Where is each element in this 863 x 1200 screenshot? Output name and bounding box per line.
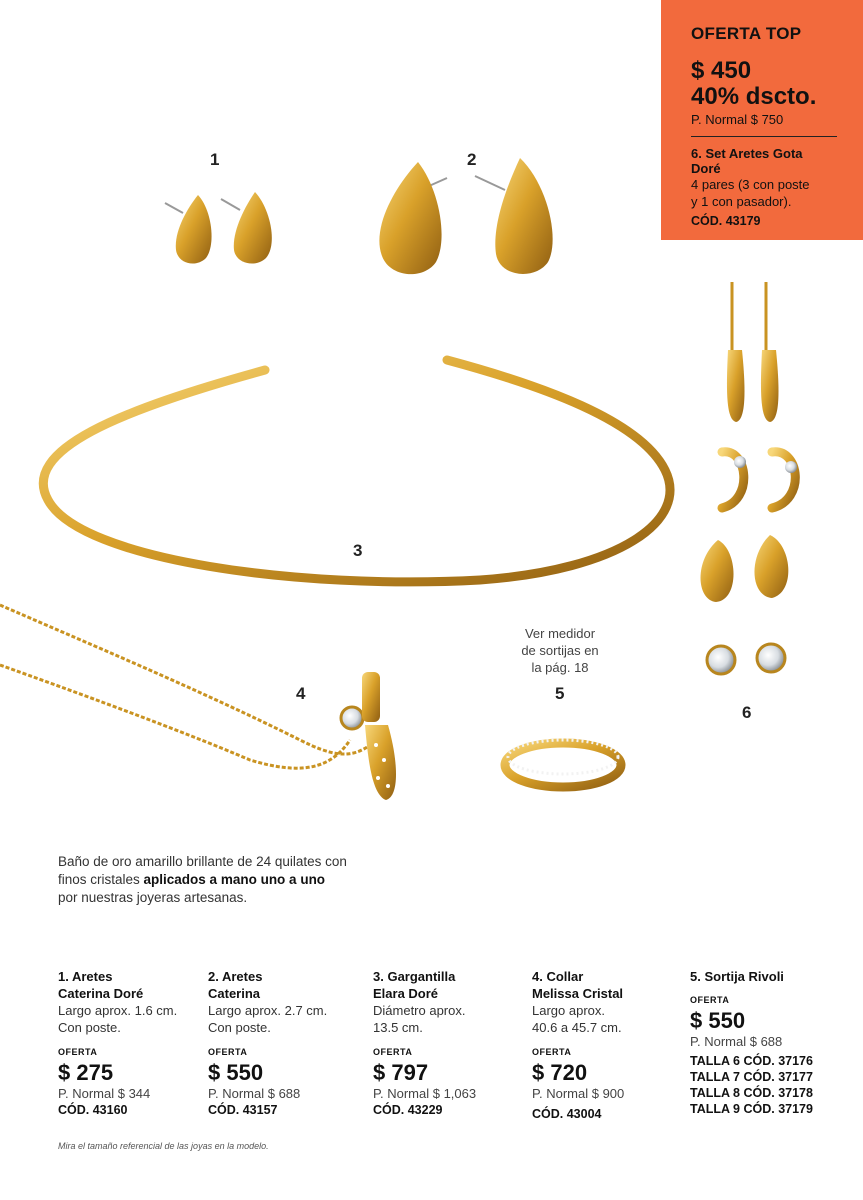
blurb-text-1: Baño de oro amarillo brillante de 24 quilates con finos cristales [58,854,347,887]
product-name: Caterina Doré [58,986,144,1001]
ring-note-line-1: Ver medidor [524,626,596,641]
label-6: 6 [742,703,752,722]
product-name: 4. Collar [532,969,584,984]
offer-top-title: OFERTA TOP [691,24,802,43]
choker-elara-dore-image [43,360,670,582]
offer-label: OFERTA [532,1047,572,1057]
product-name: 1. Aretes [58,969,113,984]
product-name: 5. Sortija Rivoli [690,969,784,984]
materials-blurb [58,853,348,907]
label-5: 5 [555,684,565,703]
product-desc: 40.6 a 45.7 cm. [532,1020,622,1035]
product-code: CÓD. 43160 [58,1103,128,1117]
product-name: Elara Doré [373,986,439,1001]
earring-set-gota-dore-image [701,282,798,674]
product-1 [58,968,198,1119]
offer-top-code: CÓD. 43179 [691,214,761,228]
offer-top-product-name: 6. Set Aretes Gota Doré [691,146,803,176]
size-code: TALLA 6 CÓD. 37176 [690,1054,813,1068]
product-name: Caterina [208,986,261,1001]
earrings-caterina-image [379,158,552,274]
product-price: $ 550 [208,1060,264,1085]
offer-label: OFERTA [58,1047,98,1057]
product-price: $ 550 [690,1008,746,1033]
product-desc: Largo aprox. [532,1003,605,1018]
offer-label: OFERTA [373,1047,413,1057]
product-desc: 13.5 cm. [373,1020,423,1035]
offer-top-desc-1: 4 pares (3 con poste [691,177,810,192]
size-code: TALLA 9 CÓD. 37179 [690,1102,813,1116]
product-desc: Largo aprox. 1.6 cm. [58,1003,178,1018]
label-2: 2 [467,150,477,169]
product-normal-price: P. Normal $ 688 [690,1034,783,1049]
label-1: 1 [210,150,220,169]
product-desc: Largo aprox. 2.7 cm. [208,1003,328,1018]
ring-size-note [505,625,615,676]
necklace-melissa-cristal-image [0,605,396,800]
offer-label: OFERTA [208,1047,248,1057]
size-code: TALLA 7 CÓD. 37177 [690,1070,813,1084]
blurb-bold: aplicados a mano uno a uno [143,872,326,887]
offer-top-price: $ 450 [691,57,752,84]
product-price: $ 720 [532,1060,588,1085]
product-3 [373,968,523,1119]
offer-top-normal-price: P. Normal $ 750 [691,112,784,127]
offer-label: OFERTA [690,995,730,1005]
product-code: CÓD. 43157 [208,1103,278,1117]
product-desc: Con poste. [58,1020,121,1035]
product-price: $ 797 [373,1060,429,1085]
product-name: 2. Aretes [208,969,263,984]
product-desc: Con poste. [208,1020,271,1035]
product-desc: Diámetro aprox. [373,1003,466,1018]
product-2 [208,968,358,1119]
product-name: Melissa Cristal [532,986,624,1001]
product-normal-price: P. Normal $ 900 [532,1086,625,1101]
offer-top-discount: 40% dscto. [691,83,817,110]
product-name: 3. Gargantilla [373,969,456,984]
product-price: $ 275 [58,1060,114,1085]
product-4 [532,968,682,1123]
product-code: CÓD. 43004 [532,1107,602,1121]
footnote: Mira el tamaño referencial de las joyas en la modelo. [58,1141,269,1151]
product-normal-price: P. Normal $ 688 [208,1086,301,1101]
label-3: 3 [353,541,363,560]
product-code: CÓD. 43229 [373,1103,443,1117]
product-normal-price: P. Normal $ 1,063 [373,1086,477,1101]
product-5 [690,968,850,1117]
offer-top-desc-2: y 1 con pasador). [691,194,792,209]
blurb-text-2: por nuestras joyeras artesanas. [58,890,248,905]
ring-note-line-3: la pág. 18 [531,660,589,675]
label-4: 4 [296,684,306,703]
product-normal-price: P. Normal $ 344 [58,1086,151,1101]
earrings-caterina-dore-image [165,192,272,264]
size-code: TALLA 8 CÓD. 37178 [690,1086,813,1100]
ring-rivoli-image [505,740,621,787]
ring-note-line-2: de sortijas en [521,643,599,658]
